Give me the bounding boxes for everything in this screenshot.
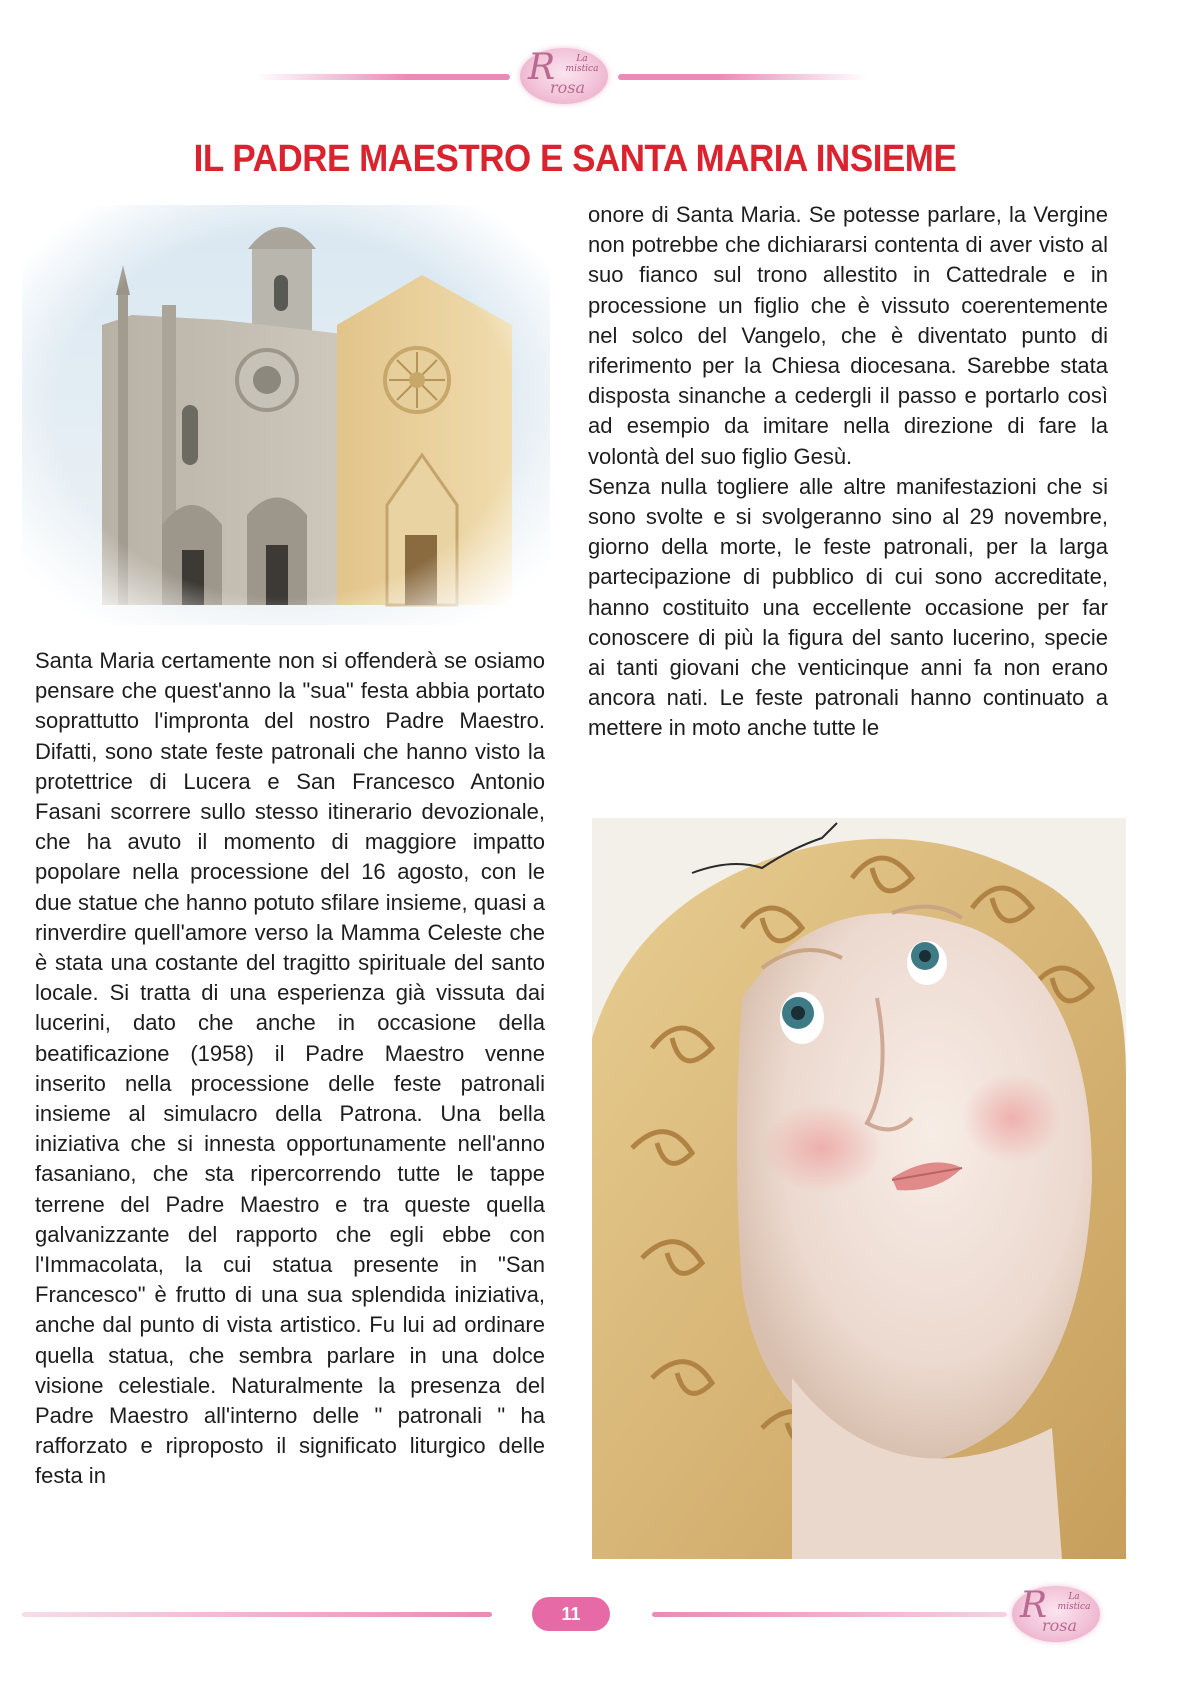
logo-initial: R <box>1020 1585 1048 1626</box>
logo-word: rosa <box>1042 1616 1078 1635</box>
logo-subtitle: La mistica <box>1057 1592 1091 1612</box>
page-number-badge: 11 <box>532 1597 610 1631</box>
logo-subtitle: La mistica <box>565 54 599 74</box>
logo-initial: R <box>528 47 556 88</box>
footer-logo <box>1012 1586 1100 1642</box>
article-right-column <box>588 200 1108 744</box>
article-left-column <box>35 646 545 1492</box>
logo-word: rosa <box>550 78 586 97</box>
article-title: IL PADRE MAESTRO E SANTA MARIA INSIEME <box>193 138 957 180</box>
header-rule-right <box>618 74 868 80</box>
header-rule-left <box>255 74 510 80</box>
cathedral-photo <box>22 205 550 625</box>
footer-rule-left <box>22 1612 492 1617</box>
paragraph-left: Santa Maria certamente non si offenderà se osiamo pensare che quest'anno la "sua" festa abbia portato soprattutto l'impronta del nostro Padre Maestro. Difatti, sono state feste patronali che hanno visto la protettrice di Lucera e San Francesco Antonio Fasani scorrere sullo stesso itinerario devozionale, che ha avuto il momento di maggiore impatto popolare nella processione del 16 agosto, con le due statue che hanno potuto sfilare insieme, quasi a rinverdire quell'amore verso la Mamma Celeste che è stata una costante del tragitto spirituale del santo locale. Si tratta di una esperienza già vissuta dai lucerini, dato che anche in occasione della beatificazione (1958) il Padre Maestro venne inserito nella processione delle feste patronali insieme al simulacro della Patrona. Una bella iniziativa che si innesta opportunamente nell'anno fasaniano, che sta ripercorrendo tutte le tappe terrene del Padre Maestro e tra queste quella galvanizzante del rapporto che egli ebbe con l'Immacolata, la cui statua presente in "San Francesco" è frutto di una sua splendida iniziativa, anche dal punto di vista artistico. Fu lui ad ordinare quella statua, che sembra parlare in una dolce visione celestiale. Naturalmente la presenza del Padre Maestro all'interno delle " patronali " ha rafforzato e riproposto il significato liturgico delle festa in <box>35 648 545 1489</box>
header-logo <box>520 48 608 104</box>
paragraph-right-1: onore di Santa Maria. Se potesse parlare, la Vergine non potrebbe che dichiararsi contenta di aver visto al suo fianco sul trono allestito in Cattedrale e in processione un figlio che è vissuto coerentemente nel solco del Vangelo, che è diventato punto di riferimento per la Chiesa diocesana. Sarebbe stata disposta sinanche a cedergli il passo e portarlo così ad esempio da imitare nella direzione di fare la volontà del suo figlio Gesù. <box>588 202 1108 469</box>
madonna-statue-photo <box>592 818 1126 1559</box>
paragraph-right-2: Senza nulla togliere alle altre manifestazioni che si sono svolte e si svolgeranno sino al 29 novembre, giorno della morte, le feste patronali, per la larga partecipazione di pubblico di cui sono accreditate, hanno costituito una eccellente occasione per far conoscere di più la figura del santo lucerino, specie ai tanti giovani che venticinque anni fa non erano ancora nati. Le feste patronali hanno continuato a mettere in moto anche tutte le <box>588 473 1108 741</box>
footer-rule-right <box>652 1612 1007 1617</box>
